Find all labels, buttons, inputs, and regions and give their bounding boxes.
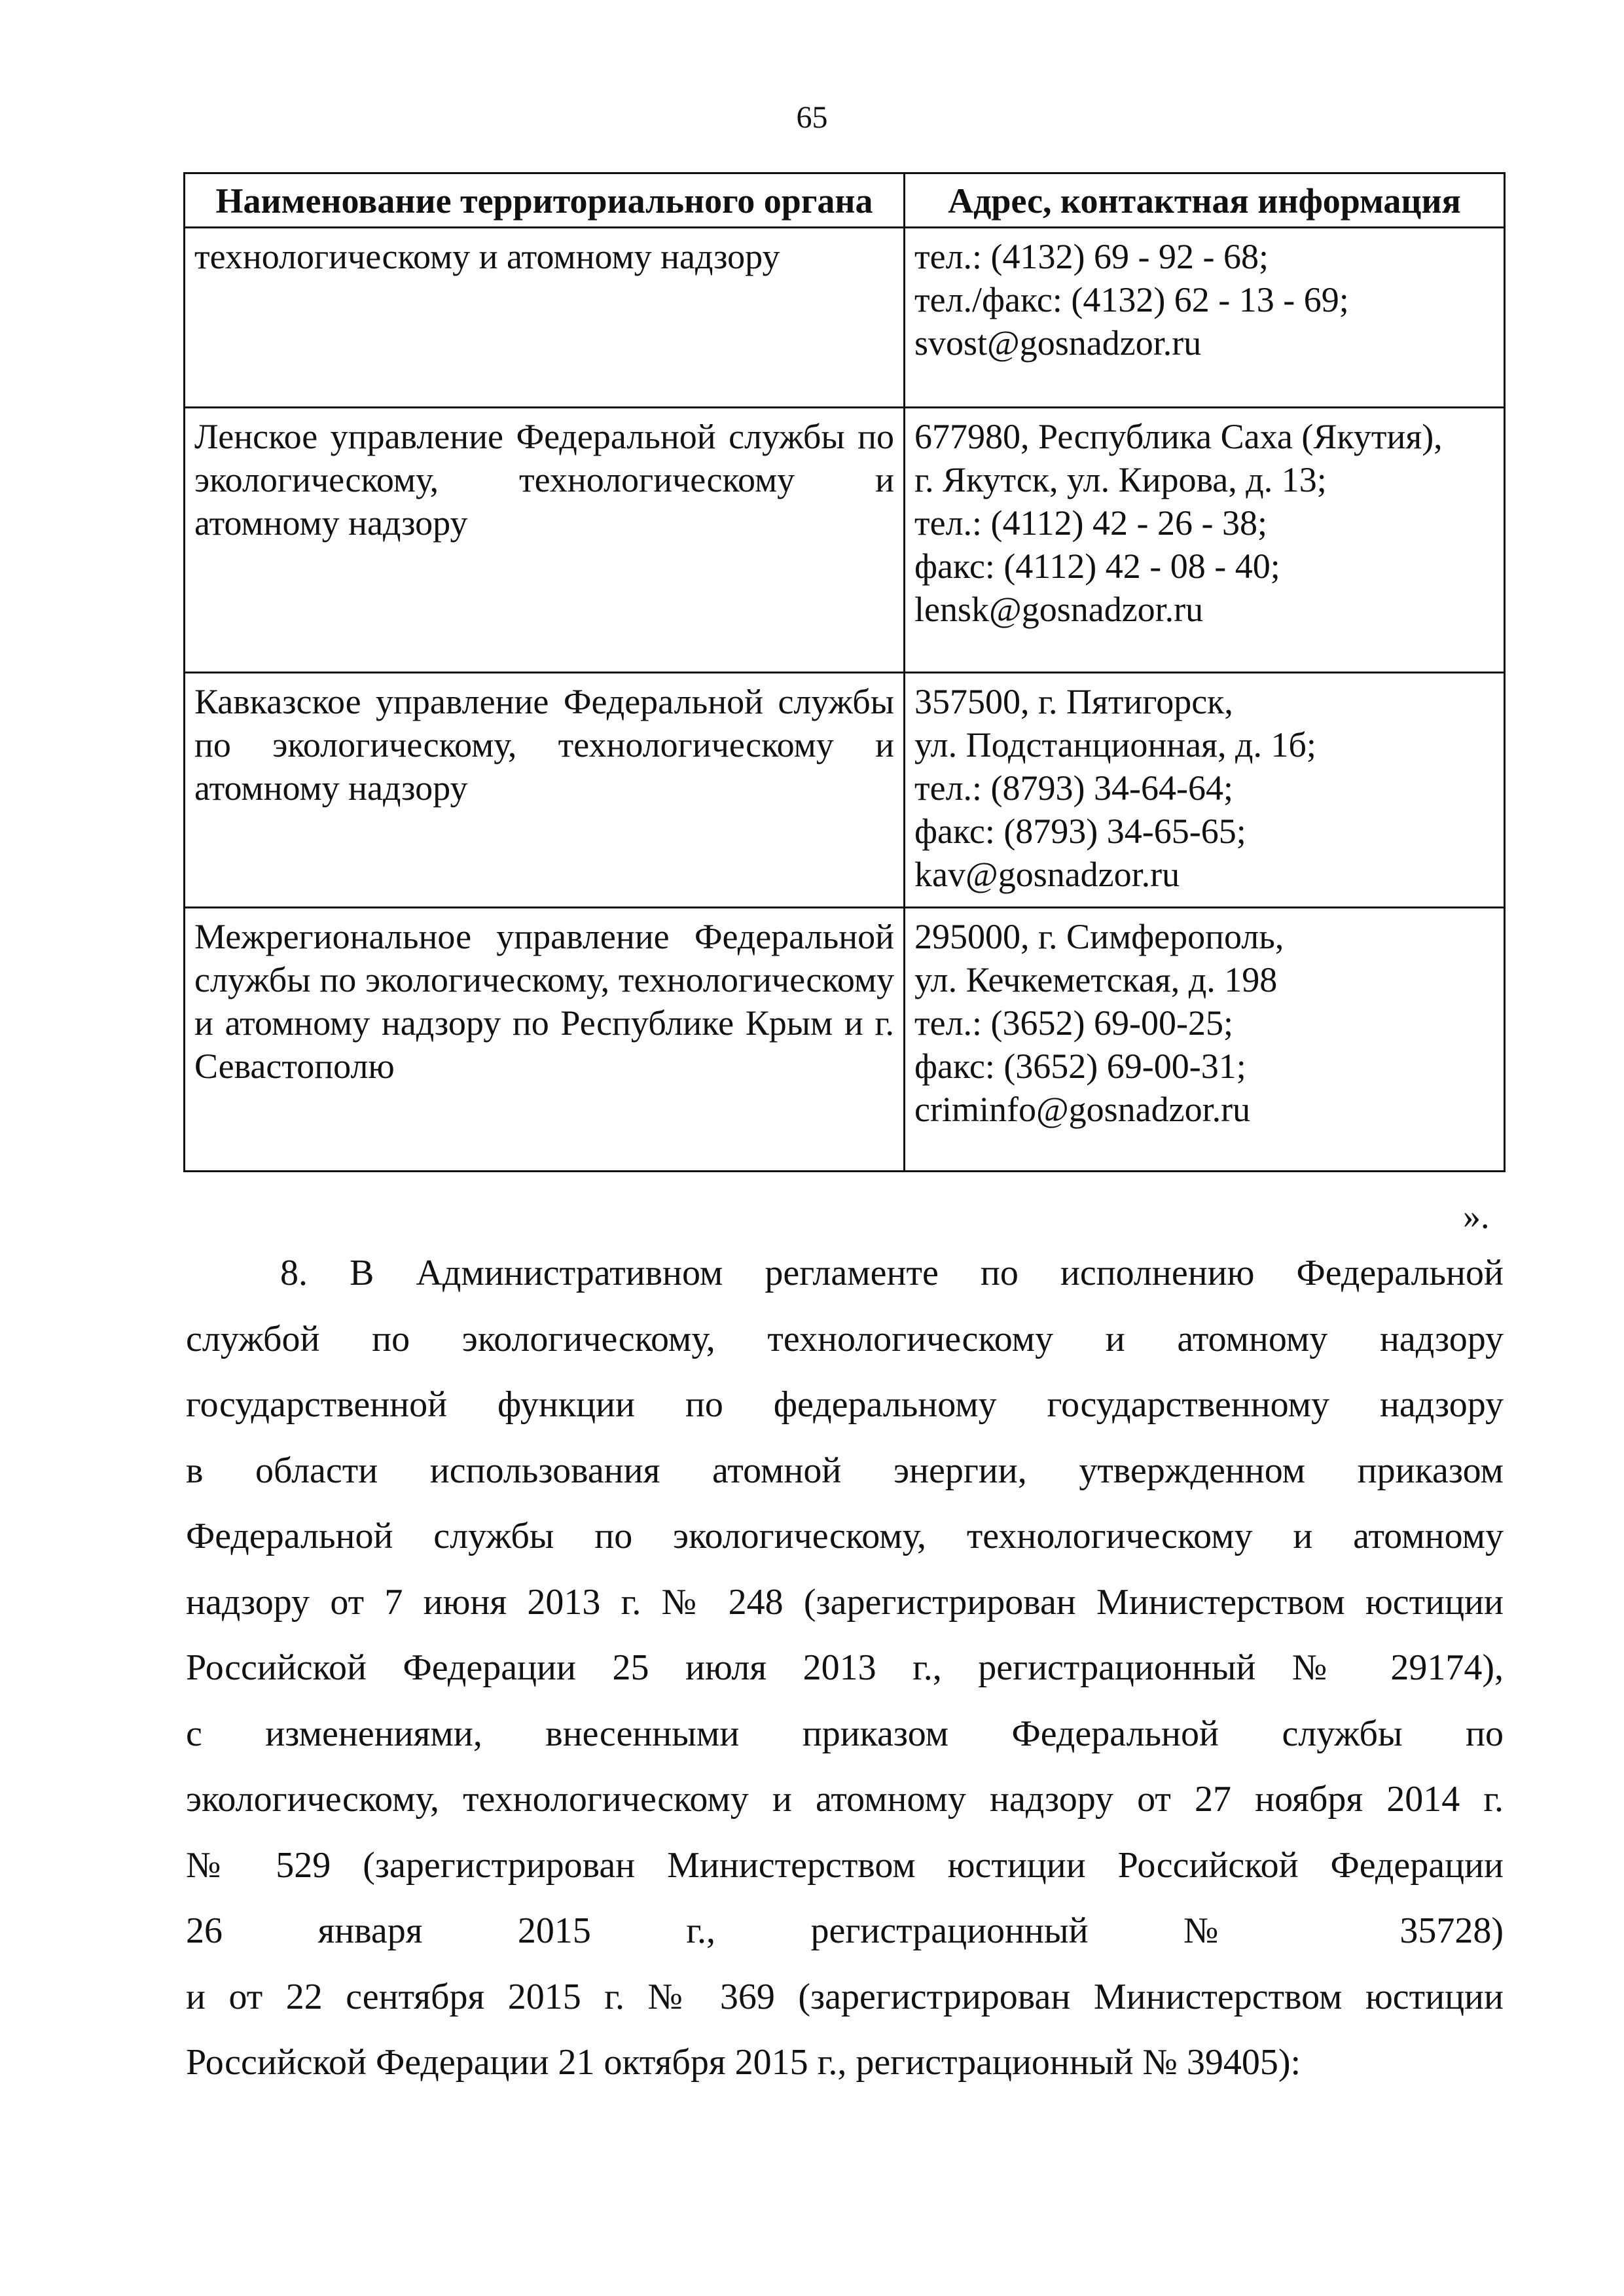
agency-name: Межрегиональное управление Федеральной службы по экологическому, технологическому и атомному надзору по Республике Крым и г. Севастополю xyxy=(185,908,905,1172)
email-line: criminfo@gosnadzor.ru xyxy=(914,1090,1251,1129)
address-line: тел.: (4132) 69 - 92 - 68; xyxy=(914,237,1269,276)
email-line: svost@gosnadzor.ru xyxy=(914,323,1202,363)
address-line: 295000, г. Симферополь, xyxy=(914,917,1284,956)
closing-quote: ». xyxy=(1463,1196,1490,1236)
paragraph-line: экологическому, технологическому и атомному надзору от 27 ноября 2014 г. xyxy=(186,1779,1504,1820)
paragraph-line: и от 22 сентября 2015 г. № 369 (зарегистрирован Министерством юстиции xyxy=(186,1976,1504,2017)
paragraph-line: 26 января 2015 г., регистрационный № 35728) xyxy=(186,1910,1504,1951)
header-name: Наименование территориального органа xyxy=(185,173,905,228)
body-paragraph xyxy=(186,1240,1504,2096)
agency-contacts xyxy=(905,673,1505,908)
address-line: ул. Кечкеметская, д. 198 xyxy=(914,960,1278,999)
agency-name: Кавказское управление Федеральной службы по экологическому, технологическому и атомному надзору xyxy=(185,673,905,908)
table-row xyxy=(185,908,1505,1172)
fax-line: факс: (8793) 34-65-65; xyxy=(914,812,1246,851)
paragraph-line: с изменениями, внесенными приказом Федеральной службы по xyxy=(186,1713,1504,1754)
paragraph-line: государственной функции по федеральному государственному надзору xyxy=(186,1384,1504,1425)
address-line: 677980, Республика Саха (Якутия), xyxy=(914,417,1443,456)
table-row xyxy=(185,673,1505,908)
paragraph-line: № 529 (зарегистрирован Министерством юстиции Российской Федерации xyxy=(186,1844,1504,1886)
territorial-bodies-table xyxy=(183,172,1506,1172)
agency-contacts xyxy=(905,908,1505,1172)
paragraph-line: в области использования атомной энергии, утвержденном приказом xyxy=(186,1450,1504,1491)
agency-name: Ленское управление Федеральной службы по экологическому, технологическому и атомному надзору xyxy=(185,408,905,673)
table-row xyxy=(185,228,1505,408)
address-line: ул. Подстанционная, д. 1б; xyxy=(914,725,1316,764)
paragraph-line: Российской Федерации 25 июля 2013 г., регистрационный № 29174), xyxy=(186,1647,1504,1688)
address-line: тел./факс: (4132) 62 - 13 - 69; xyxy=(914,280,1349,319)
agency-contacts xyxy=(905,228,1505,408)
paragraph-line: надзору от 7 июня 2013 г. № 248 (зарегистрирован Министерством юстиции xyxy=(186,1581,1504,1623)
header-address: Адрес, контактная информация xyxy=(905,173,1505,228)
paragraph-line: службой по экологическому, технологическому и атомному надзору xyxy=(186,1318,1504,1359)
page-number: 65 xyxy=(796,100,828,135)
phone-line: тел.: (3652) 69-00-25; xyxy=(914,1003,1233,1043)
email-line: lensk@gosnadzor.ru xyxy=(914,590,1204,629)
paragraph-line: 8. В Административном регламенте по исполнению Федеральной xyxy=(280,1253,1504,1293)
phone-line: тел.: (8793) 34-64-64; xyxy=(914,768,1233,808)
paragraph-line: Российской Федерации 21 октября 2015 г., регистрационный № 39405): xyxy=(186,2042,1301,2083)
address-line: г. Якутск, ул. Кирова, д. 13; xyxy=(914,460,1327,499)
email-line: kav@gosnadzor.ru xyxy=(914,855,1180,894)
fax-line: факс: (3652) 69-00-31; xyxy=(914,1047,1246,1086)
fax-line: факс: (4112) 42 - 08 - 40; xyxy=(914,547,1280,586)
table-row xyxy=(185,408,1505,673)
paragraph-line: Федеральной службы по экологическому, технологическому и атомному xyxy=(186,1516,1504,1556)
table-header-row xyxy=(185,173,1505,228)
address-line: 357500, г. Пятигорск, xyxy=(914,682,1233,721)
agency-contacts xyxy=(905,408,1505,673)
phone-line: тел.: (4112) 42 - 26 - 38; xyxy=(914,503,1267,543)
agency-name: технологическому и атомному надзору xyxy=(185,228,905,408)
